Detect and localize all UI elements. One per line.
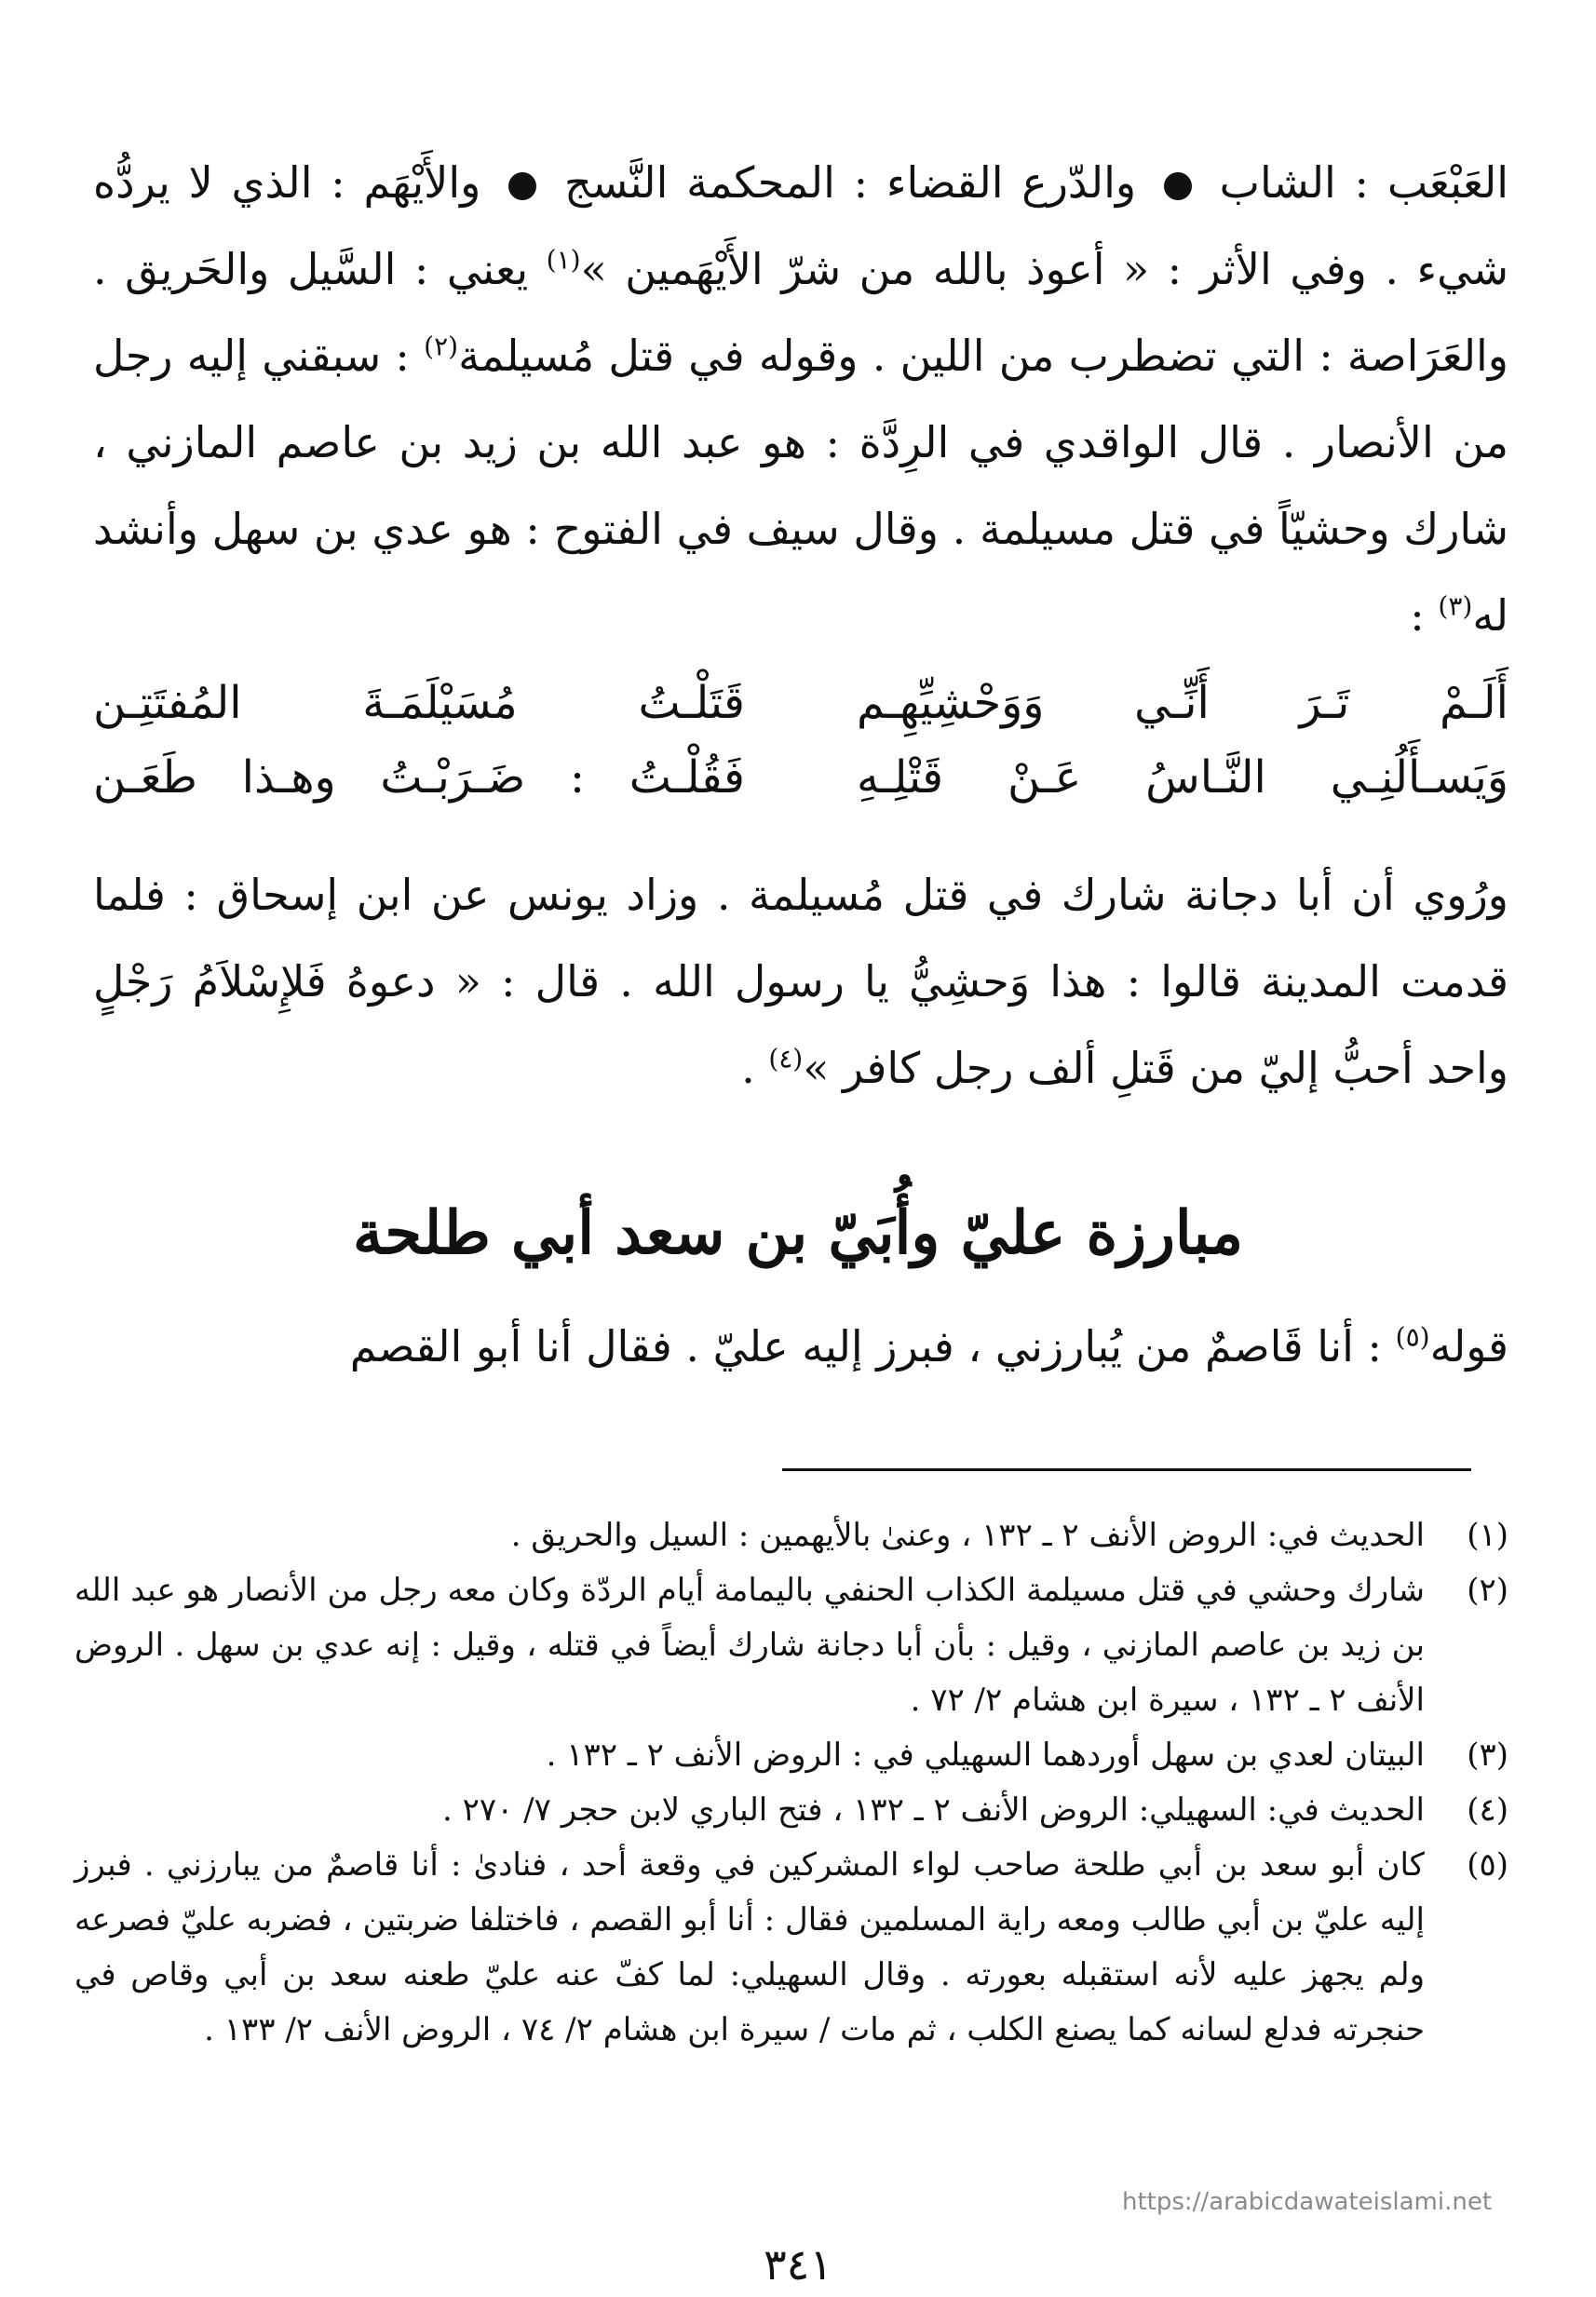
footnote-ref-4: (٤) <box>768 1043 804 1074</box>
verse-line-1 <box>93 666 1508 740</box>
footnote-number: (٥) <box>1467 1846 1508 1884</box>
footnote-number: (٣) <box>1467 1736 1508 1774</box>
footnote-item <box>74 1728 1508 1783</box>
poem-verses <box>93 666 1508 815</box>
verse-1-first-hemistich: أَلَـمْ تَـرَ أَنِّـي وَوَحْشِيِّهِـم <box>857 677 1508 729</box>
footnote-separator <box>782 1468 1471 1471</box>
paragraph-1-part-6: : <box>1410 590 1425 641</box>
footnote-ref-5: (٥) <box>1395 1321 1430 1353</box>
paragraph-3 <box>93 1304 1508 1390</box>
bullet-separator-icon <box>508 172 536 200</box>
paragraph-1 <box>93 140 1508 659</box>
verse-1-second-hemistich: قَتَلْـتُ مُسَيْلَمَـةَ المُفتَتِـن <box>93 677 745 729</box>
footnote-item <box>74 1508 1508 1563</box>
footnote-number: (٢) <box>1467 1572 1508 1609</box>
footnote-item <box>74 1783 1508 1838</box>
paragraph-3-part-2: : أنا قَاصمٌ من يُبارزني ، فبرز إليه عليّ . فقال أنا أبو القصم <box>349 1321 1383 1371</box>
footnote-text: شارك وحشي في قتل مسيلمة الكذاب الحنفي باليمامة أيام الردّة وكان معه رجل من الأنصار هو عبد الله بن زيد بن عاصم المازني ، وقيل : بأن أبا دجانة شارك أيضاً في قتله ، وقيل : إنه عدي بن سهل . الروض الأنف ٢ ـ ١٣٢ ، سيرة ابن هشام ٢/ ٧٢ . <box>74 1572 1425 1719</box>
bullet-separator-icon <box>1164 172 1192 200</box>
footnote-number: (٤) <box>1467 1791 1508 1829</box>
paragraph-3-part-1: قوله <box>1429 1321 1508 1371</box>
verse-2-first-hemistich: وَيَسـأَلُنِـي النَّـاسُ عَـنْ قَتْلِـهِ <box>857 751 1508 804</box>
footnote-ref-2: (٢) <box>424 331 459 362</box>
paragraph-2-part-2: . <box>741 1043 755 1093</box>
verse-2-second-hemistich: فَقُلْـتُ : ضَـرَبْـتُ وهـذا طَعَـن <box>93 751 745 804</box>
footnote-number: (١) <box>1467 1517 1508 1554</box>
footnote-text: كان أبو سعد بن أبي طلحة صاحب لواء المشركين في وقعة أحد ، فنادىٰ : أنا قاصمٌ من يبارزني . فبرز إليه عليّ بن أبي طالب ومعه راية المسلمين فقال : أنا أبو القصم ، فاختلفا ضربتين ، فضربه عليّ فصرعه ولم يجهز عليه لأنه استقبله بعورته . وقال السهيلي: لما كفّ عنه عليّ طعنه سعد بن أبي وقاص في حنجرته فدلع لسانه كما يصنع الكلب ، ثم مات / سيرة ابن هشام ٢/ ٧٤ ، الروض الأنف ٢/ ١٣٣ . <box>74 1846 1425 2048</box>
paragraph-2 <box>93 852 1508 1112</box>
paragraph-2-part-1: ورُوي أن أبا دجانة شارك في قتل مُسيلمة . وزاد يونس عن ابن إسحاق : فلما قدمت المدينة قالوا : هذا وَحشِيُّ يا رسول الله . قال : « دعوهُ فَلإِسْلاَمُ رَجْلٍ واحد أحبُّ إليّ من قَتلِ ألف رجل كافر » <box>93 870 1508 1093</box>
paragraph-1-part-3: والأَيْهَم : الذي لا يردُّه شيء . وفي الأثر : « أعوذ بالله من شرّ الأَيْهَمين » <box>93 157 1508 294</box>
footnote-ref-1: (١) <box>546 244 581 276</box>
page-number: ٣٤١ <box>763 2239 833 2290</box>
footnote-item <box>74 1838 1508 2058</box>
paragraph-1-part-4: يعني : السَّيل والحَريق . والعَرَاصة : التي تضطرب من اللين . وقوله في قتل مُسيلمة <box>93 244 1509 381</box>
main-text-3 <box>93 1304 1508 1390</box>
section-title: مبارزة عليّ وأُبَيّ بن سعد أبي طلحة <box>353 1198 1243 1268</box>
main-text <box>93 140 1508 659</box>
verse-line-2 <box>93 740 1508 815</box>
paragraph-1-part-2: والدّرع القضاء : المحكمة النَّسج <box>563 157 1137 208</box>
footnote-text: الحديث في: الروض الأنف ٢ ـ ١٣٢ ، وعنىٰ بالأيهمين : السيل والحريق . <box>510 1517 1425 1554</box>
watermark-url: https://arabicdawateislami.net <box>1122 2188 1493 2216</box>
footnotes <box>74 1508 1508 2058</box>
footnote-text: البيتان لعدي بن سهل أوردهما السهيلي في : الروض الأنف ٢ ـ ١٣٢ . <box>546 1736 1425 1774</box>
footnote-item <box>74 1563 1508 1728</box>
paragraph-1-part-1: العَبْعَب : الشاب <box>1219 157 1509 208</box>
paragraph-1-part-5: : سبقني إليه رجل من الأنصار . قال الواقدي في الرِدَّة : هو عبد الله بن زيد بن عاصم المازني ، شارك وحشيّاً في قتل مسيلمة . وقال سيف في الفتوح : هو عدي بن سهل وأنشد له <box>93 331 1508 641</box>
footnote-ref-3: (٣) <box>1438 590 1473 622</box>
footnote-text: الحديث في: السهيلي: الروض الأنف ٢ ـ ١٣٢ ، فتح الباري لابن حجر ٧/ ٢٧٠ . <box>441 1791 1425 1829</box>
main-text-2 <box>93 852 1508 1112</box>
